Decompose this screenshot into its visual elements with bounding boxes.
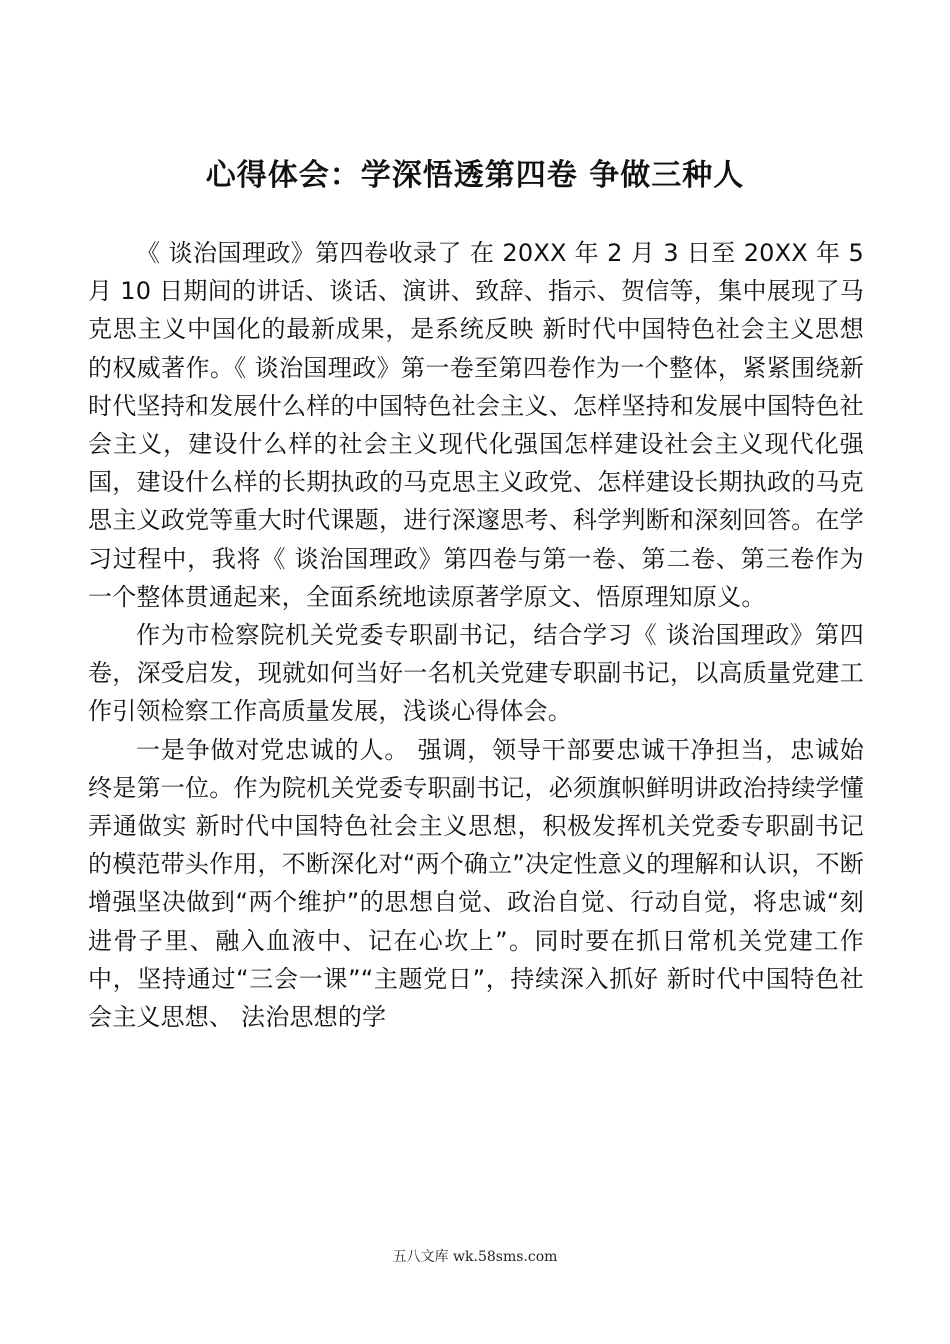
paragraph-point-one: 一是争做对党忠诚的人。 强调，领导干部要忠诚干净担当，忠诚始终是第一位。作为院机关党委专职副书记，必须旗帜鲜明讲政治持续学懂弄通做实 新时代中国特色社会主义思想，积极发挥机关党委专职副书记的模范带头作用，不断深化对“两个确立”决定性意义的理解和认识，不断增强坚决做到“两个维护”的思想自觉、政治自觉、行动自觉，将忠诚“刻进骨子里、融入血液中、记在心坎上”。同时要在抓日常机关党建工作中，坚持通过“三会一课”“主题党日”，持续深入抓好 新时代中国特色社会主义思想、 法治思想的学 — [88, 735, 864, 1032]
document-title: 心得体会：学深悟透第四卷 争做三种人 — [205, 158, 745, 193]
page-footer-watermark: 五八文库 wk.58sms.com — [392, 1249, 558, 1265]
paragraph-intro: 《 谈治国理政》第四卷收录了 在 20XX 年 2 月 3 日至 20XX 年 5 月 10 日期间的讲话、谈话、演讲、致辞、指示、贺信等，集中展现了马克思主义中国化的最新成果，是系统反映 新时代中国特色社会主义思想的权威著作。《 谈治国理政》第一卷至第四卷作为一个整体，紧紧围绕新时代坚持和发展什么样的中国特色社会主义、怎样坚持和发展中国特色社会主义，建设什么样的社会主义现代化强国怎样建设社会主义现代化强国，建设什么样的长期执政的马克思主义政党、怎样建设长期执政的马克思主义政党等重大时代课题，进行深邃思考、科学判断和深刻回答。在学习过程中，我将《 谈治国理政》第四卷与第一卷、第二卷、第三卷作为一个整体贯通起来，全面系统地读原著学原文、悟原理知原义。 — [88, 239, 864, 611]
paragraph-context: 作为市检察院机关党委专职副书记，结合学习《 谈治国理政》第四卷，深受启发，现就如何当好一名机关党建专职副书记，以高质量党建工作引领检察工作高质量发展，浅谈心得体会。 — [88, 621, 864, 726]
document-body — [88, 234, 864, 1036]
